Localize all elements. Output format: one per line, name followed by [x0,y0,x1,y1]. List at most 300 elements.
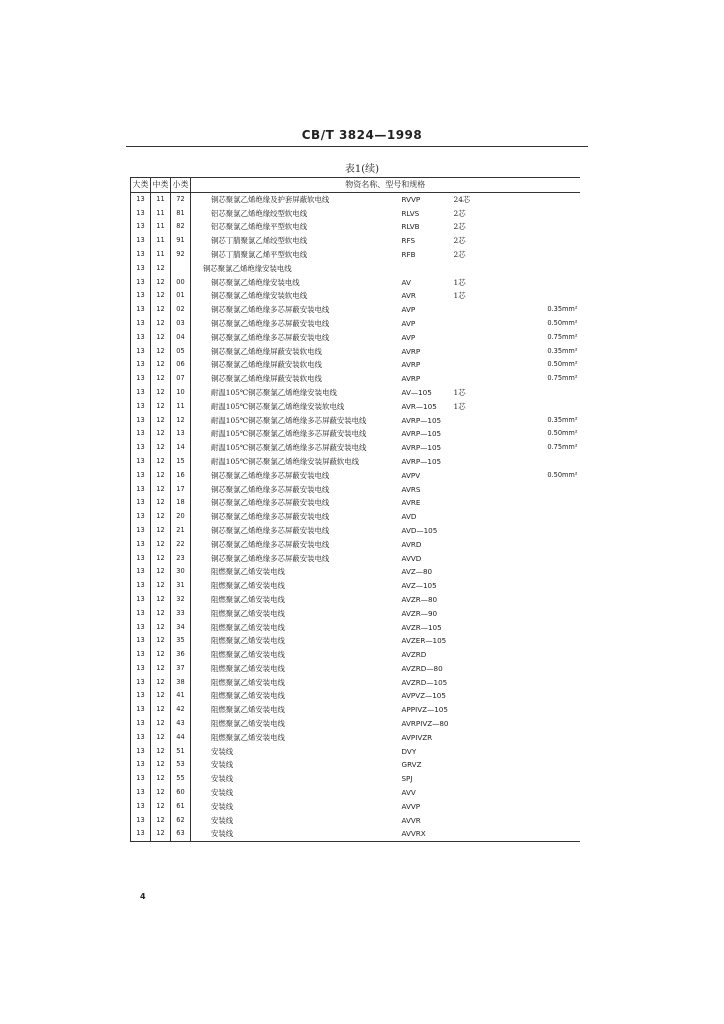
size-cell [518,496,580,510]
model-cell: AVZ—80 [401,567,433,577]
minor-class-cell: 44 [171,731,191,745]
size-cell [518,745,580,759]
minor-class-cell: 41 [171,689,191,703]
minor-class-cell: 63 [171,827,191,841]
cores-cell [454,689,518,703]
middle-class-cell: 12 [151,758,171,772]
materials-table [130,177,580,842]
cores-cell [454,262,518,276]
size-cell [518,621,580,635]
size-cell [518,552,580,566]
table-row [131,717,580,731]
minor-class-cell: 42 [171,703,191,717]
major-class-cell: 13 [131,800,151,814]
model-cell: AVRP—105 [401,443,442,453]
minor-class-cell: 62 [171,814,191,828]
table-row [131,234,580,248]
table-row [131,483,580,497]
table-row [131,524,580,538]
minor-class-cell: 22 [171,538,191,552]
material-name-cell: 铜芯丁腈聚氯乙烯平型软电线 [211,249,308,259]
cores-cell [454,496,518,510]
cores-cell: 1芯 [453,277,466,287]
model-cell: AVZER—105 [401,636,447,646]
material-name-cell: 耐温105℃铜芯聚氯乙烯绝缘多芯屏蔽安装电线 [211,429,367,439]
middle-class-cell: 12 [151,317,171,331]
cores-cell [454,303,518,317]
major-class-cell: 13 [131,207,151,221]
size-cell [518,827,580,841]
middle-class-cell: 12 [151,483,171,497]
cores-cell [454,634,518,648]
table-row [131,703,580,717]
table-row [131,276,580,290]
minor-class-cell: 34 [171,621,191,635]
material-name-cell: 铜芯丁腈聚氯乙烯绞型软电线 [211,236,308,246]
material-name-cell: 铜芯聚氯乙烯绝缘多芯屏蔽安装电线 [211,305,330,315]
size-cell: 0.50mm² [547,318,578,327]
cores-cell [454,483,518,497]
table-row [131,621,580,635]
table-caption: 表1(续) [344,164,380,175]
table-row [131,469,580,483]
minor-class-cell: 15 [171,455,191,469]
table-row [131,400,580,414]
major-class-cell: 13 [131,538,151,552]
table-row [131,827,580,841]
size-cell: 0.50mm² [547,429,578,438]
document-code-header: CB/T 3824—1998 [301,128,423,142]
table-row [131,441,580,455]
material-name-cell: 安装线 [211,788,234,798]
major-class-cell: 13 [131,427,151,441]
size-cell [518,220,580,234]
middle-class-cell: 12 [151,745,171,759]
size-cell [518,607,580,621]
middle-class-cell: 12 [151,289,171,303]
middle-class-cell: 12 [151,538,171,552]
size-cell [518,800,580,814]
model-cell: AVPVZ—105 [401,691,446,701]
model-cell: AVVD [401,553,422,563]
cores-cell [454,372,518,386]
table-row [131,331,580,345]
model-cell: AVV [401,788,416,798]
material-name-cell: 安装线 [211,774,234,784]
cores-cell [454,427,518,441]
cores-cell [454,703,518,717]
middle-class-cell: 12 [151,814,171,828]
material-name-cell: 阻燃聚氯乙烯安装电线 [211,636,285,646]
minor-class-cell: 11 [171,400,191,414]
middle-class-cell: 11 [151,220,171,234]
model-cell: RFS [401,236,416,246]
table-row [131,786,580,800]
size-cell [518,276,580,290]
cores-cell: 2芯 [453,222,466,232]
size-cell [518,565,580,579]
middle-class-cell: 12 [151,579,171,593]
model-cell: GRVZ [401,760,422,770]
minor-class-cell: 17 [171,483,191,497]
major-class-cell: 13 [131,192,151,206]
middle-class-cell: 11 [151,207,171,221]
minor-class-cell: 60 [171,786,191,800]
cores-cell: 2芯 [453,236,466,246]
material-name-cell: 安装线 [211,815,234,825]
size-cell: 0.35mm² [547,415,578,424]
model-cell: AVRP [401,346,421,356]
minor-class-cell: 05 [171,345,191,359]
table-row [131,800,580,814]
model-cell: AVP [401,332,416,342]
material-name-cell: 铜芯聚氯乙烯绝缘安装电线 [203,263,292,273]
cores-cell [454,772,518,786]
major-class-cell: 13 [131,496,151,510]
minor-class-cell: 92 [171,248,191,262]
model-cell: AVRP—105 [401,429,442,439]
cores-cell [454,538,518,552]
header-rule [126,146,588,147]
size-cell [518,192,580,206]
middle-class-cell: 12 [151,331,171,345]
minor-class-cell: 43 [171,717,191,731]
table-row [131,372,580,386]
major-class-cell: 13 [131,303,151,317]
material-name-cell: 铜芯聚氯乙烯绝缘多芯屏蔽安装电线 [211,553,330,563]
size-cell [518,234,580,248]
major-class-cell: 13 [131,400,151,414]
minor-class-cell: 16 [171,469,191,483]
model-cell: AVRP—105 [401,415,442,425]
size-cell [518,634,580,648]
minor-class-cell: 32 [171,593,191,607]
middle-class-cell: 11 [151,192,171,206]
major-class-cell: 13 [131,634,151,648]
middle-class-cell: 12 [151,731,171,745]
table-row [131,427,580,441]
minor-class-cell: 04 [171,331,191,345]
minor-class-cell: 03 [171,317,191,331]
table-row [131,207,580,221]
cores-cell [454,648,518,662]
material-name-cell: 阻燃聚氯乙烯安装电线 [211,650,285,660]
cores-cell [454,441,518,455]
middle-class-cell: 12 [151,607,171,621]
major-class-cell: 13 [131,289,151,303]
material-name-cell: 铜芯聚氯乙烯绝缘多芯屏蔽安装电线 [211,332,330,342]
minor-class-cell: 72 [171,192,191,206]
cores-cell [454,469,518,483]
minor-class-cell: 14 [171,441,191,455]
size-cell [518,662,580,676]
minor-class-cell: 00 [171,276,191,290]
cores-cell [454,552,518,566]
middle-class-cell: 12 [151,441,171,455]
model-cell: AVPV [401,470,421,480]
material-name-cell: 阻燃聚氯乙烯安装电线 [211,581,285,591]
model-cell: AVVRX [400,827,454,841]
model-cell: AVZRD—80 [401,663,443,673]
cores-cell: 1芯 [453,401,466,411]
major-class-cell: 13 [131,220,151,234]
middle-class-cell: 12 [151,455,171,469]
cores-cell: 2芯 [453,249,466,259]
size-cell: 0.35mm² [547,346,578,355]
material-name-cell: 阻燃聚氯乙烯安装电线 [211,663,285,673]
middle-class-cell: 12 [151,524,171,538]
size-cell [518,579,580,593]
cores-cell [454,345,518,359]
material-name-cell: 铝芯聚氯乙烯绝缘绞型软电线 [211,208,308,218]
minor-class-cell: 20 [171,510,191,524]
major-class-cell: 13 [131,827,151,841]
cores-cell: 24芯 [453,194,471,204]
middle-class-cell: 12 [151,593,171,607]
table-row [131,593,580,607]
col-name-header: 物资名称、型号和规格 [191,178,580,193]
size-cell [518,262,580,276]
material-name-cell: 阻燃聚氯乙烯安装电线 [211,594,285,604]
model-cell: AVP [401,318,416,328]
cores-cell [454,510,518,524]
material-name-cell: 耐温105℃铜芯聚氯乙烯绝缘安装软电线 [211,401,345,411]
major-class-cell: 13 [131,772,151,786]
cores-cell: 1芯 [453,291,466,301]
major-class-cell: 13 [131,386,151,400]
major-class-cell: 13 [131,510,151,524]
material-name-cell: 铜芯聚氯乙烯绝缘屏蔽安装软电线 [211,360,322,370]
material-name-cell: 阻燃聚氯乙烯安装电线 [211,691,285,701]
material-name-cell: 铜芯聚氯乙烯绝缘多芯屏蔽安装电线 [211,318,330,328]
minor-class-cell: 55 [171,772,191,786]
middle-class-cell: 12 [151,469,171,483]
minor-class-cell: 10 [171,386,191,400]
material-name-cell: 安装线 [211,760,234,770]
col-middle-header: 中类 [151,178,171,193]
middle-class-cell: 12 [151,276,171,290]
major-class-cell: 13 [131,552,151,566]
minor-class-cell: 21 [171,524,191,538]
table-row [131,745,580,759]
major-class-cell: 13 [131,414,151,428]
table-row [131,248,580,262]
middle-class-cell: 12 [151,510,171,524]
middle-class-cell: 12 [151,345,171,359]
size-cell [518,538,580,552]
minor-class-cell: 61 [171,800,191,814]
middle-class-cell: 12 [151,648,171,662]
major-class-cell: 13 [131,317,151,331]
middle-class-cell: 12 [151,262,171,276]
middle-class-cell: 12 [151,717,171,731]
size-cell [518,786,580,800]
middle-class-cell: 12 [151,703,171,717]
cores-cell [454,662,518,676]
middle-class-cell: 12 [151,427,171,441]
major-class-cell: 13 [131,276,151,290]
minor-class-cell: 18 [171,496,191,510]
material-name-cell: 铜芯聚氯乙烯绝缘多芯屏蔽安装电线 [211,539,330,549]
minor-class-cell: 37 [171,662,191,676]
cores-cell [454,814,518,828]
major-class-cell: 13 [131,621,151,635]
middle-class-cell: 11 [151,234,171,248]
size-cell: 0.75mm² [547,443,578,452]
major-class-cell: 13 [131,662,151,676]
minor-class-cell: 36 [171,648,191,662]
material-name-cell: 安装线 [191,827,400,841]
model-cell: RLVS [401,208,420,218]
material-name-cell: 阻燃聚氯乙烯安装电线 [211,622,285,632]
material-name-cell: 铜芯聚氯乙烯绝缘屏蔽安装软电线 [211,346,322,356]
model-cell: AVZR—105 [401,622,442,632]
table-row [131,289,580,303]
major-class-cell: 13 [131,441,151,455]
size-cell [518,289,580,303]
middle-class-cell: 12 [151,772,171,786]
middle-class-cell: 12 [151,800,171,814]
model-cell: AVZR—90 [401,608,438,618]
middle-class-cell: 12 [151,676,171,690]
material-name-cell: 安装线 [211,801,234,811]
size-cell [518,772,580,786]
table-row [131,758,580,772]
model-cell: AVVP [401,801,421,811]
material-name-cell: 耐温105℃铜芯聚氯乙烯绝缘安装电线 [211,387,337,397]
cores-cell [454,593,518,607]
minor-class-cell: 38 [171,676,191,690]
major-class-cell: 13 [131,731,151,745]
size-cell [518,593,580,607]
table-row [131,634,580,648]
table-header-row [131,178,580,193]
cores-cell: 2芯 [453,208,466,218]
size-cell [518,455,580,469]
minor-class-cell: 82 [171,220,191,234]
cores-cell: 1芯 [453,387,466,397]
model-cell: RVVP [401,194,421,204]
size-cell [518,648,580,662]
major-class-cell: 13 [131,814,151,828]
major-class-cell: 13 [131,455,151,469]
cores-cell [454,800,518,814]
table-row [131,345,580,359]
table-row [131,689,580,703]
material-name-cell: 铝芯聚氯乙烯绝缘平型软电线 [211,222,308,232]
minor-class-cell: 30 [171,565,191,579]
material-name-cell: 阻燃聚氯乙烯安装电线 [211,732,285,742]
material-name-cell: 铜芯聚氯乙烯绝缘多芯屏蔽安装电线 [211,512,330,522]
minor-class-cell: 02 [171,303,191,317]
middle-class-cell: 12 [151,400,171,414]
material-name-cell: 耐温105℃铜芯聚氯乙烯绝缘多芯屏蔽安装电线 [211,415,367,425]
material-name-cell: 耐温105℃铜芯聚氯乙烯绝缘多芯屏蔽安装电线 [211,443,367,453]
material-name-cell: 铜芯聚氯乙烯绝缘及护套屏蔽软电线 [211,194,330,204]
material-name-cell: 铜芯聚氯乙烯绝缘多芯屏蔽安装电线 [211,525,330,535]
middle-class-cell: 12 [151,496,171,510]
minor-class-cell: 91 [171,234,191,248]
minor-class-cell: 35 [171,634,191,648]
middle-class-cell: 12 [151,786,171,800]
size-cell [518,814,580,828]
middle-class-cell: 11 [151,248,171,262]
table-row [131,662,580,676]
table-row [131,414,580,428]
model-cell: AVR—105 [401,401,437,411]
model-cell: RFB [401,249,416,259]
cores-cell [454,331,518,345]
size-cell [518,717,580,731]
cores-cell [454,745,518,759]
major-class-cell: 13 [131,689,151,703]
size-cell [518,207,580,221]
minor-class-cell: 13 [171,427,191,441]
model-cell: AVZR—80 [401,594,438,604]
cores-cell [454,607,518,621]
cores-cell [454,524,518,538]
major-class-cell: 13 [131,593,151,607]
middle-class-cell: 12 [151,372,171,386]
minor-class-cell: 33 [171,607,191,621]
middle-class-cell: 12 [151,662,171,676]
material-name-cell: 铜芯聚氯乙烯绝缘安装电线 [211,277,300,287]
size-cell [518,510,580,524]
middle-class-cell: 12 [151,552,171,566]
model-cell: AV [401,277,411,287]
major-class-cell: 13 [131,248,151,262]
cores-cell [454,758,518,772]
cores-cell [454,786,518,800]
size-cell: 0.50mm² [547,360,578,369]
material-name-cell: 阻燃聚氯乙烯安装电线 [211,608,285,618]
middle-class-cell: 12 [151,386,171,400]
major-class-cell: 13 [131,331,151,345]
material-name-cell: 铜芯聚氯乙烯绝缘多芯屏蔽安装电线 [211,498,330,508]
middle-class-cell: 12 [151,565,171,579]
size-cell [518,758,580,772]
middle-class-cell: 12 [151,621,171,635]
middle-class-cell: 12 [151,358,171,372]
major-class-cell: 13 [131,483,151,497]
model-cell: AVRS [401,484,421,494]
major-class-cell: 13 [131,758,151,772]
material-name-cell: 铜芯聚氯乙烯绝缘多芯屏蔽安装电线 [211,470,330,480]
major-class-cell: 13 [131,717,151,731]
table-row [131,496,580,510]
material-name-cell: 铜芯聚氯乙烯绝缘多芯屏蔽安装电线 [211,484,330,494]
table-row [131,579,580,593]
model-cell: SPJ [401,774,413,784]
major-class-cell: 13 [131,579,151,593]
size-cell [518,703,580,717]
size-cell [518,676,580,690]
major-class-cell: 13 [131,648,151,662]
material-name-cell: 铜芯聚氯乙烯绝缘安装软电线 [211,291,308,301]
table-row [131,455,580,469]
minor-class-cell: 23 [171,552,191,566]
model-cell: AVPIVZR [401,732,433,742]
material-name-cell: 阻燃聚氯乙烯安装电线 [211,677,285,687]
model-cell: AVR [401,291,416,301]
size-cell [518,483,580,497]
cores-cell [454,676,518,690]
major-class-cell: 13 [131,358,151,372]
major-class-cell: 13 [131,607,151,621]
middle-class-cell: 12 [151,689,171,703]
cores-cell [454,414,518,428]
size-cell [518,386,580,400]
